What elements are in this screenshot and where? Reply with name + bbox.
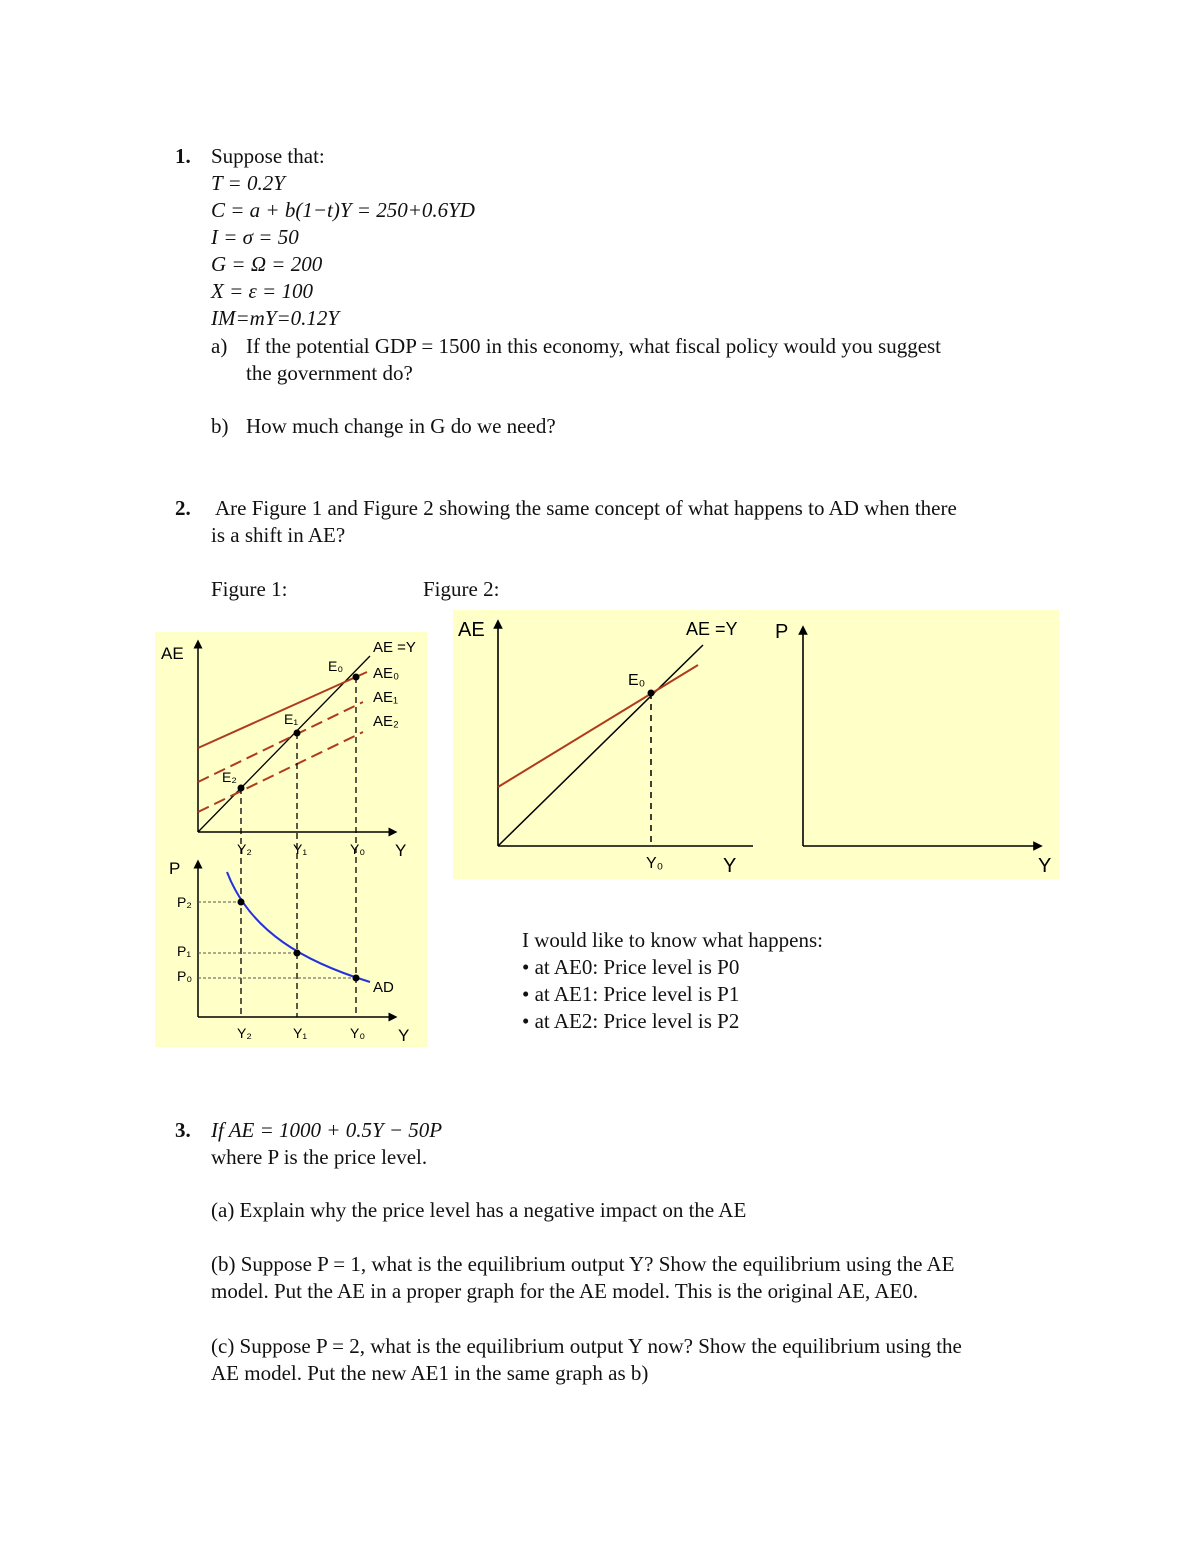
fig1-p2-tick: P₂ — [177, 894, 192, 910]
fig2-p-axis-label: P — [775, 621, 789, 643]
q2-line1: Are Figure 1 and Figure 2 showing the same concept of what happens to AD when there — [215, 496, 957, 520]
q1-eq-investment: I = σ = 50 — [211, 225, 299, 249]
q3-part-a: (a) Explain why the price level has a negative impact on the AE — [211, 1198, 747, 1222]
q1-eq-government: G = Ω = 200 — [211, 252, 323, 276]
fig1-e0-point — [353, 674, 360, 681]
figure2-background — [453, 610, 1059, 879]
fig2-ae-axis-label: AE — [458, 619, 485, 641]
q3-part-c-line2: AE model. Put the new AE1 in the same graph as b) — [211, 1361, 649, 1385]
q1-intro: Suppose that: — [211, 144, 325, 168]
q1-part-a-line1: If the potential GDP = 1500 in this economy, what fiscal policy would you suggest — [246, 334, 942, 358]
q1-part-a-label: a) — [211, 334, 228, 358]
q3-part-b-line2: model. Put the AE in a proper graph for the AE model. This is the original AE, AE0. — [211, 1279, 919, 1303]
q1-part-b-label: b) — [211, 414, 229, 438]
q3-where: where P is the price level. — [211, 1145, 428, 1169]
q3-part-c-line1: (c) Suppose P = 2, what is the equilibrium output Y now? Show the equilibrium using the — [211, 1334, 962, 1358]
figure2-caption: Figure 2: — [423, 577, 500, 601]
fig2-e0-label: E₀ — [628, 672, 646, 689]
figure1-diagram — [155, 632, 427, 1047]
fig1-ad-p0-point — [353, 975, 360, 982]
q3-number: 3. — [175, 1118, 191, 1142]
fig1-ad-p1-point — [294, 950, 301, 957]
fig1-bottom-y0-tick: Y₀ — [350, 1025, 366, 1041]
figure2-diagram — [453, 610, 1059, 879]
fig1-p-axis-label: P — [169, 859, 181, 878]
q2-number: 2. — [175, 496, 191, 520]
fig1-ad-p2-point — [238, 899, 245, 906]
fig1-top-y2-tick: Y₂ — [237, 841, 252, 857]
fig1-e1-label: E₁ — [284, 711, 299, 727]
fig1-bottom-y2-tick: Y₂ — [237, 1025, 252, 1041]
q2-note-title: I would like to know what happens: — [522, 928, 823, 952]
fig1-e2-point — [238, 785, 245, 792]
fig1-ae1-label: AE₁ — [373, 689, 399, 706]
fig2-x-label: Y — [723, 855, 737, 877]
q1-part-b: How much change in G do we need? — [246, 414, 556, 438]
fig1-e1-point — [294, 730, 301, 737]
fig2-y0-tick: Y₀ — [646, 855, 664, 872]
fig2-right-x-label: Y — [1038, 855, 1052, 877]
q2-note-ae0: • at AE0: Price level is P0 — [522, 955, 740, 979]
fig1-p0-tick: P₀ — [177, 968, 193, 984]
fig1-bottom-x-label: Y — [398, 1026, 410, 1045]
q1-eq-exports: X = ε = 100 — [211, 279, 313, 303]
q1-eq-consumption: C = a + b(1−t)Y = 250+0.6YD — [211, 198, 475, 222]
fig1-e0-label: E₀ — [328, 658, 344, 674]
fig1-ae-eq-y-label: AE =Y — [373, 639, 416, 656]
q1-eq-tax: T = 0.2Y — [211, 171, 285, 195]
figure1-caption: Figure 1: — [211, 577, 288, 601]
fig1-ae0-label: AE₀ — [373, 665, 400, 682]
fig2-e0-point — [648, 690, 655, 697]
fig1-top-x-label: Y — [395, 841, 407, 860]
q3-part-b-line1: (b) Suppose P = 1, what is the equilibrium output Y? Show the equilibrium using the AE — [211, 1252, 955, 1276]
fig1-ae2-label: AE₂ — [373, 713, 399, 730]
q3-equation: If AE = 1000 + 0.5Y − 50P — [211, 1118, 443, 1142]
fig1-top-y0-tick: Y₀ — [350, 841, 366, 857]
fig1-bottom-y1-tick: Y₁ — [293, 1025, 308, 1041]
fig1-ad-label: AD — [373, 979, 394, 996]
q1-eq-imports: IM=mY=0.12Y — [211, 306, 340, 330]
fig1-top-y1-tick: Y₁ — [293, 841, 308, 857]
q2-note-ae1: • at AE1: Price level is P1 — [522, 982, 740, 1006]
fig2-ae-eq-y-label: AE =Y — [686, 619, 738, 639]
q1-number: 1. — [175, 144, 191, 168]
fig1-e2-label: E₂ — [222, 769, 237, 785]
q1-part-a-line2: the government do? — [246, 361, 413, 385]
fig1-ae-axis-label: AE — [161, 644, 184, 663]
fig1-p1-tick: P₁ — [177, 943, 192, 959]
q2-line2: is a shift in AE? — [211, 523, 346, 547]
q2-note-ae2: • at AE2: Price level is P2 — [522, 1009, 740, 1033]
